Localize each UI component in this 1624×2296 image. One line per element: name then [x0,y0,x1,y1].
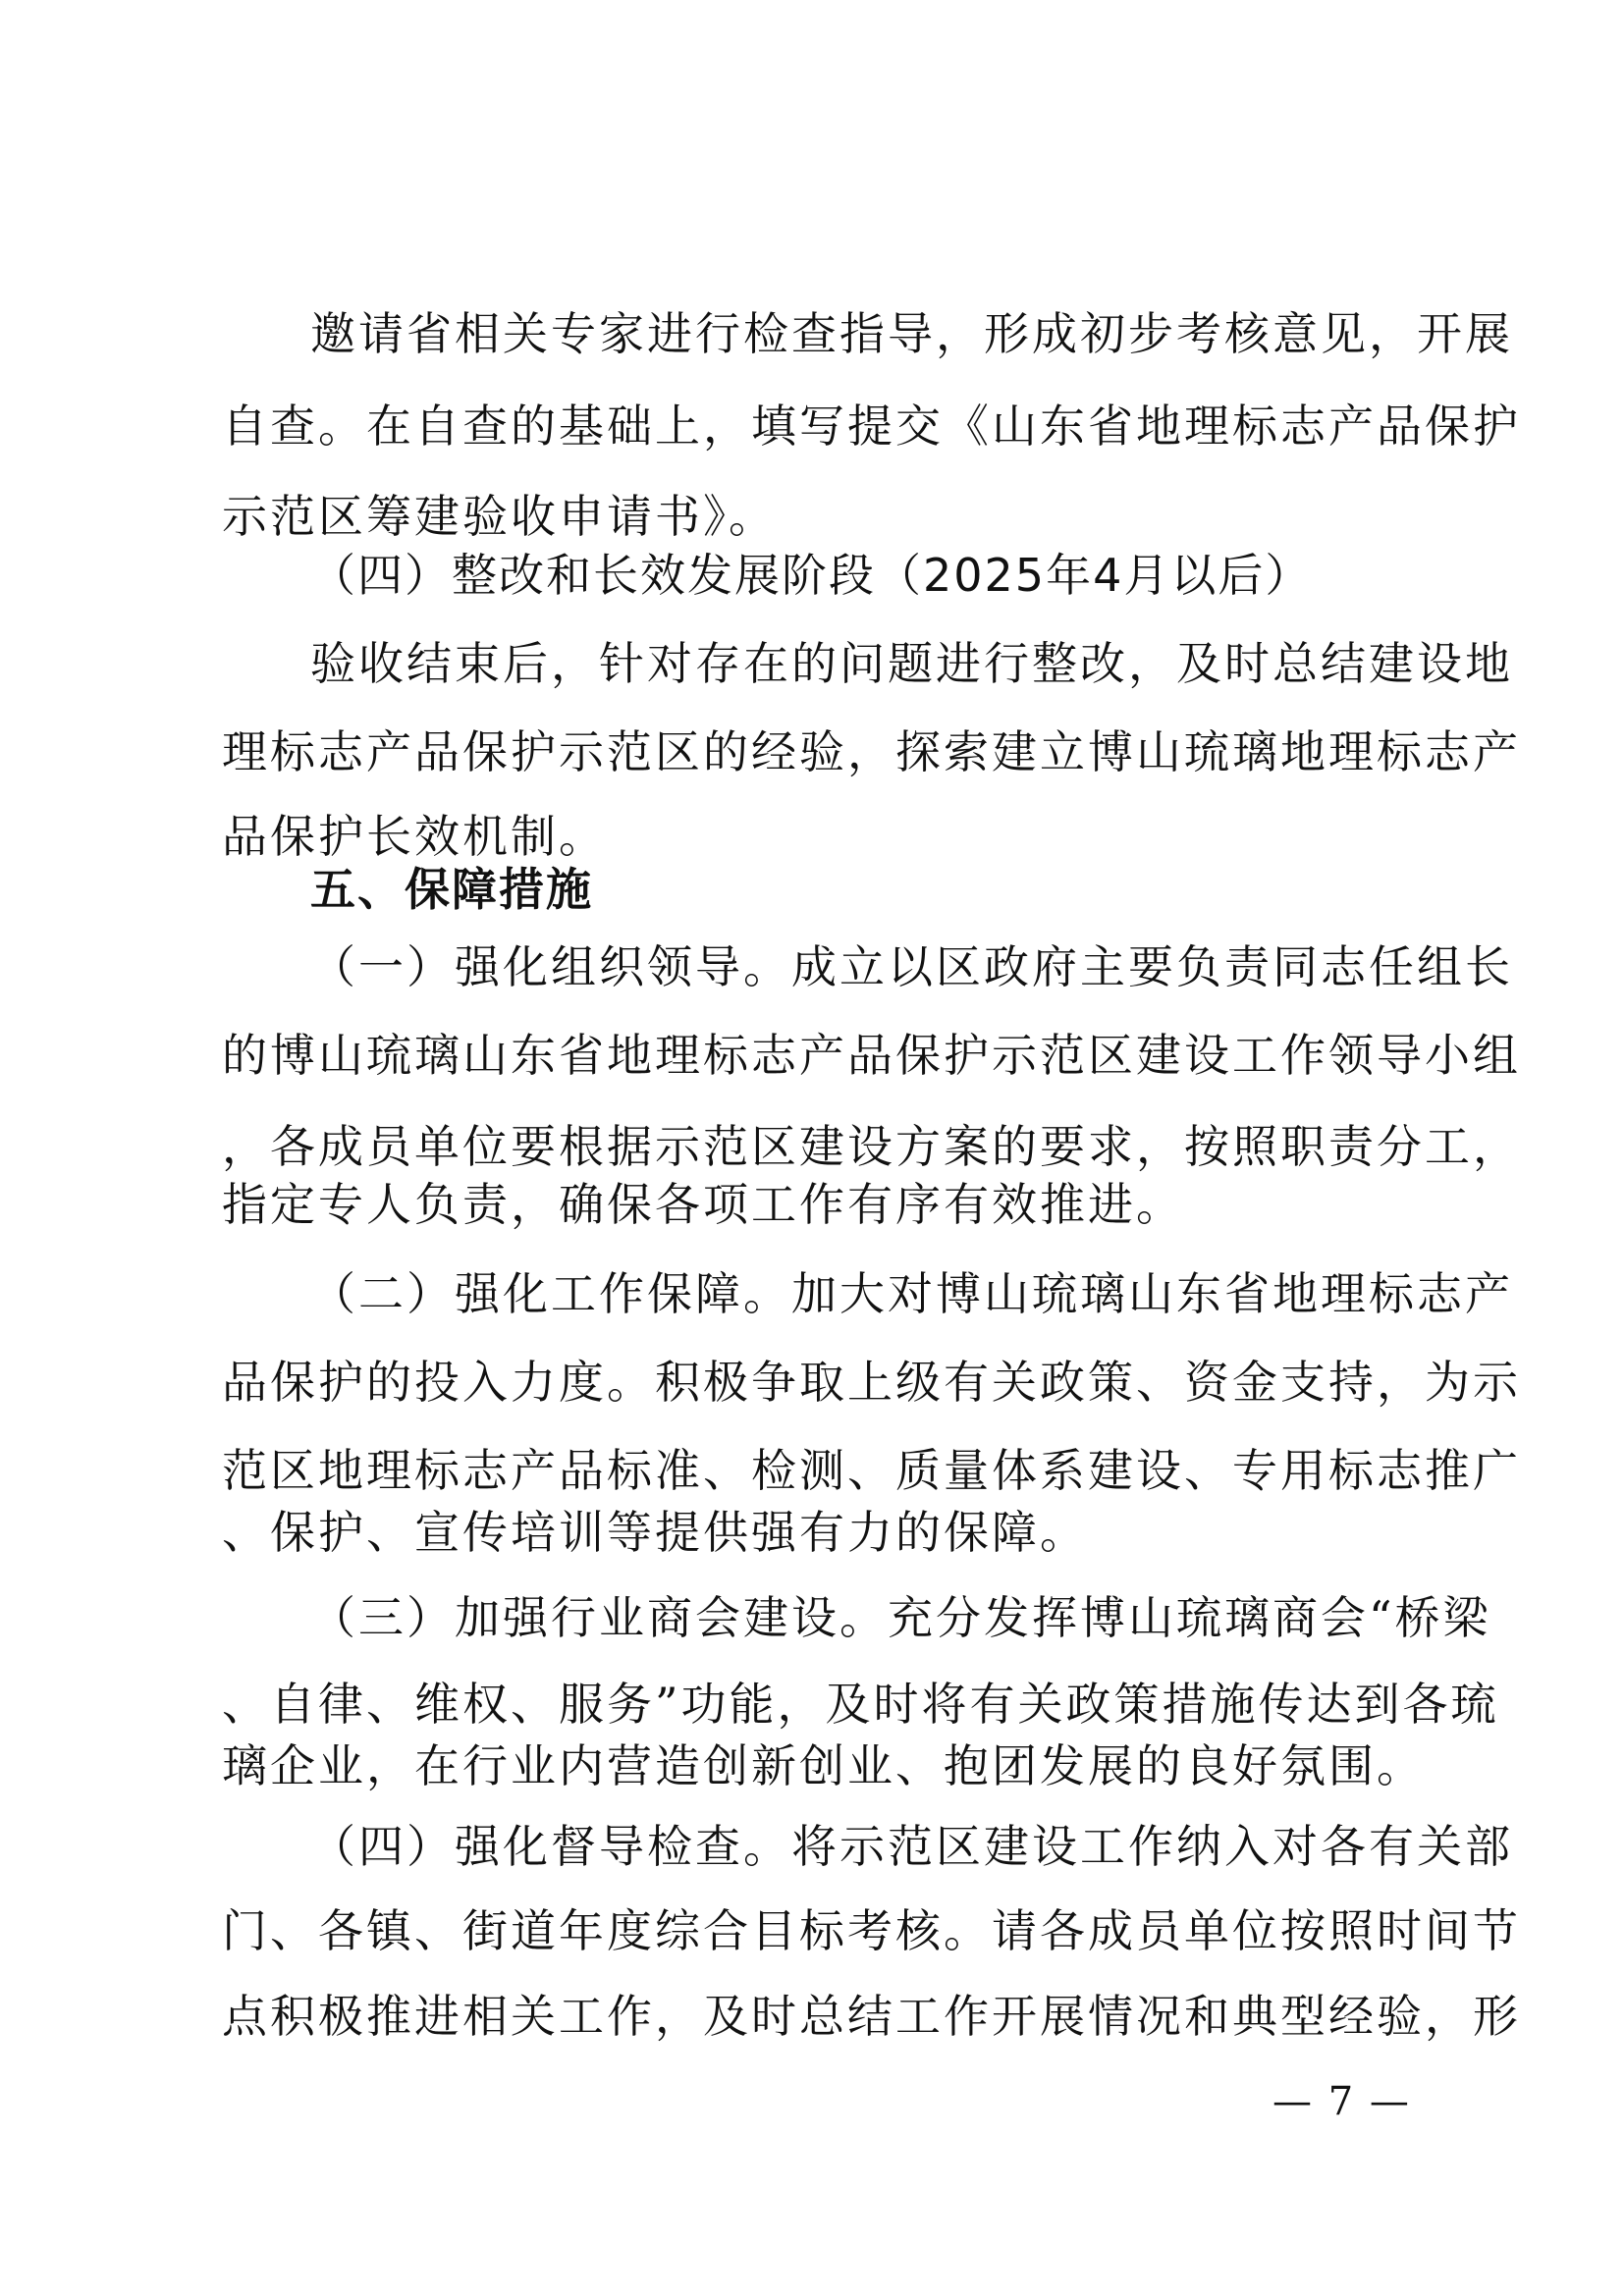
paragraph-line: 璃企业，在行业内营造创新创业、抱团发展的良好氛围。 [222,1739,1425,1792]
paragraph-line: （四）强化督导检查。将示范区建设工作纳入对各有关部 [310,1820,1513,1873]
paragraph-line: 范区地理标志产品标准、检测、质量体系建设、专用标志推广 [222,1444,1521,1497]
paragraph-line: 自查。在自查的基础上，填写提交《山东省地理标志产品保护 [222,400,1521,453]
section-heading: 五、保障措施 [310,863,593,916]
paragraph-line: 品保护长效机制。 [222,810,607,863]
paragraph-line: 品保护的投入力度。积极争取上级有关政策、资金支持，为示 [222,1356,1521,1409]
paragraph-line: 示范区筹建验收申请书》。 [222,490,777,543]
paragraph-line: 点积极推进相关工作，及时总结工作开展情况和典型经验，形 [222,1990,1521,2043]
paragraph-line: 的博山琉璃山东省地理标志产品保护示范区建设工作领导小组 [222,1029,1521,1082]
paragraph-line: 理标志产品保护示范区的经验，探索建立博山琉璃地理标志产 [222,725,1521,778]
paragraph-line: 邀请省相关专家进行检查指导，形成初步考核意见，开展 [310,307,1513,360]
paragraph-line: ，各成员单位要根据示范区建设方案的要求，按照职责分工， [222,1120,1521,1173]
paragraph-line: （三）加强行业商会建设。充分发挥博山琉璃商会“桥梁 [310,1591,1491,1644]
paragraph-line: 验收结束后，针对存在的问题进行整改，及时总结建设地 [310,637,1513,690]
paragraph-line: （二）强化工作保障。加大对博山琉璃山东省地理标志产 [310,1267,1513,1320]
page-number: — 7 — [1272,2079,1411,2124]
paragraph-line: （一）强化组织领导。成立以区政府主要负责同志任组长 [310,940,1513,993]
paragraph-line: 、自律、维权、服务”功能，及时将有关政策措施传达到各琉 [222,1678,1499,1731]
paragraph-line: 门、各镇、街道年度综合目标考核。请各成员单位按照时间节 [222,1904,1521,1957]
paragraph-line: 指定专人负责，确保各项工作有序有效推进。 [222,1178,1184,1231]
paragraph-line: 、保护、宣传培训等提供强有力的保障。 [222,1506,1088,1559]
section-subheading: （四）整改和长效发展阶段（2025年4月以后） [310,549,1313,602]
